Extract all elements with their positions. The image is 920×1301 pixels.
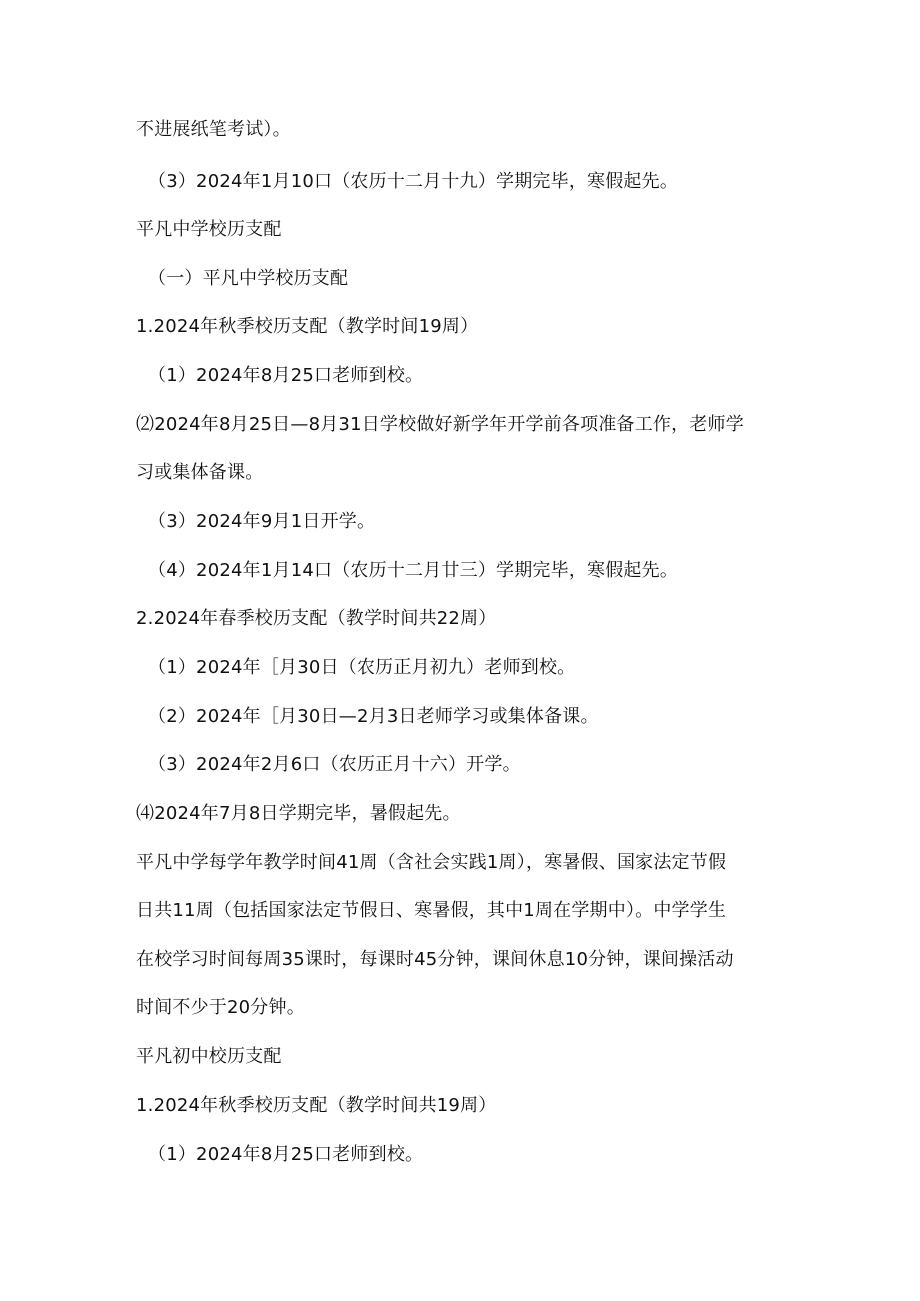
paragraph-line-1: 平凡中学每学年教学时间41周（含社会实践1周），寒暑假、国家法定节假 xyxy=(136,852,727,873)
subsection-heading: （一）平凡中学校历支配 xyxy=(148,268,349,289)
text-line-9: （3）2024年9月1日开学。 xyxy=(148,511,376,532)
text-line-14: （3）2024年2月6口（农历正月十六）开学。 xyxy=(148,754,521,775)
text-line-13: （2）2024年［月30日—2月3日老师学习或集体备课。 xyxy=(148,706,599,727)
text-line-15: ⑷2024年7月8日学期完毕，暑假起先。 xyxy=(136,803,461,824)
item-heading-spring: 2.2024年春季校历支配（教学时间共22周） xyxy=(136,608,497,629)
section-heading-junior: 平凡初中校历支配 xyxy=(136,1046,282,1067)
text-line-22: （1）2024年8月25口老师到校。 xyxy=(148,1144,424,1165)
paragraph-line-4: 时间不少于20分钟。 xyxy=(136,997,305,1018)
text-line-7: ⑵2024年8月25日—8月31日学校做好新学年开学前各项准备工作，老师学 xyxy=(136,414,744,435)
text-line-6: （1）2024年8月25口老师到校。 xyxy=(148,365,424,386)
item-heading-junior-autumn: 1.2024年秋季校历支配（教学时间共19周） xyxy=(136,1095,497,1116)
section-heading: 平凡中学校历支配 xyxy=(136,219,282,240)
text-line-8: 习或集体备课。 xyxy=(136,462,264,483)
text-line-1: 不进展纸笔考试）。 xyxy=(136,119,291,140)
paragraph-line-2: 日共11周（包括国家法定节假日、寒暑假，其中1周在学期中）。中学学生 xyxy=(136,900,727,921)
text-line-12: （1）2024年［月30日（农历正月初九）老师到校。 xyxy=(148,657,576,678)
paragraph-line-3: 在校学习时间每周35课时，每课时45分钟，课间休息10分钟，课间操活动 xyxy=(136,949,734,970)
item-heading-autumn: 1.2024年秋季校历支配（教学时间19周） xyxy=(136,316,479,337)
text-line-10: （4）2024年1月14口（农历十二月廿三）学期完毕，寒假起先。 xyxy=(148,560,679,581)
text-line-2: （3）2024年1月10口（农历十二月十九）学期完毕，寒假起先。 xyxy=(148,171,679,192)
